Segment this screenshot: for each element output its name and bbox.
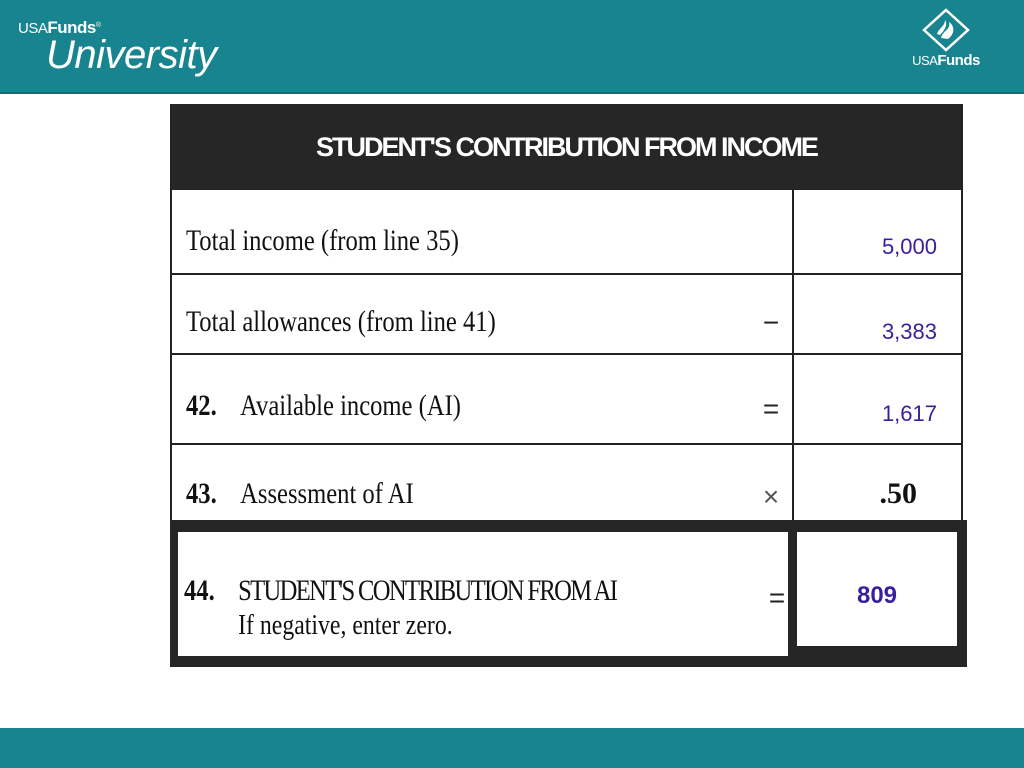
usafunds-university-logo [18, 18, 217, 77]
row-label: 42. Available income (AI) [186, 389, 461, 422]
column-divider [792, 445, 794, 524]
column-divider [792, 190, 794, 273]
column-divider [792, 275, 794, 353]
table-row-assessment [172, 445, 961, 524]
row-value: 3,383 [881, 319, 937, 344]
result-operator: = [768, 582, 786, 613]
row-operator: − [762, 307, 780, 338]
row-label: Total allowances (from line 41) [186, 305, 496, 338]
table-row-available-income [172, 355, 961, 445]
result-value: 809 [856, 582, 898, 609]
logo-product: University [46, 33, 217, 77]
column-divider [792, 355, 794, 443]
result-block [170, 520, 967, 667]
usafunds-logo [904, 8, 988, 80]
logo-usa-text: USAFunds® [18, 18, 101, 37]
worksheet-title: STUDENT'S CONTRIBUTION FROM INCOME [172, 104, 961, 190]
result-sublabel: If negative, enter zero. [238, 609, 453, 641]
contribution-worksheet [170, 104, 963, 524]
table-row-total-income [172, 190, 961, 275]
row-value: 1,617 [881, 401, 937, 426]
row-value: .50 [879, 477, 917, 510]
footer-banner [0, 728, 1024, 768]
diamond-flame-icon [921, 8, 971, 52]
row-operator: × [762, 481, 780, 512]
row-label: 43. Assessment of AI [186, 477, 414, 510]
result-value-cell [797, 532, 957, 646]
result-label: 44. STUDENT'S CONTRIBUTION FROM AI If negative, enter zero. [184, 574, 617, 641]
logo-right-prefix: USA [912, 53, 938, 68]
row-operator: = [762, 393, 780, 424]
header-banner [0, 0, 1024, 94]
table-row-total-allowances [172, 275, 961, 355]
logo-brand: Funds [47, 18, 96, 37]
row-label: Total income (from line 35) [186, 224, 459, 257]
logo-prefix: USA [18, 20, 48, 37]
row-value: 5,000 [881, 234, 937, 259]
logo-right-brand: Funds [937, 52, 980, 69]
result-label-cell [178, 532, 788, 656]
